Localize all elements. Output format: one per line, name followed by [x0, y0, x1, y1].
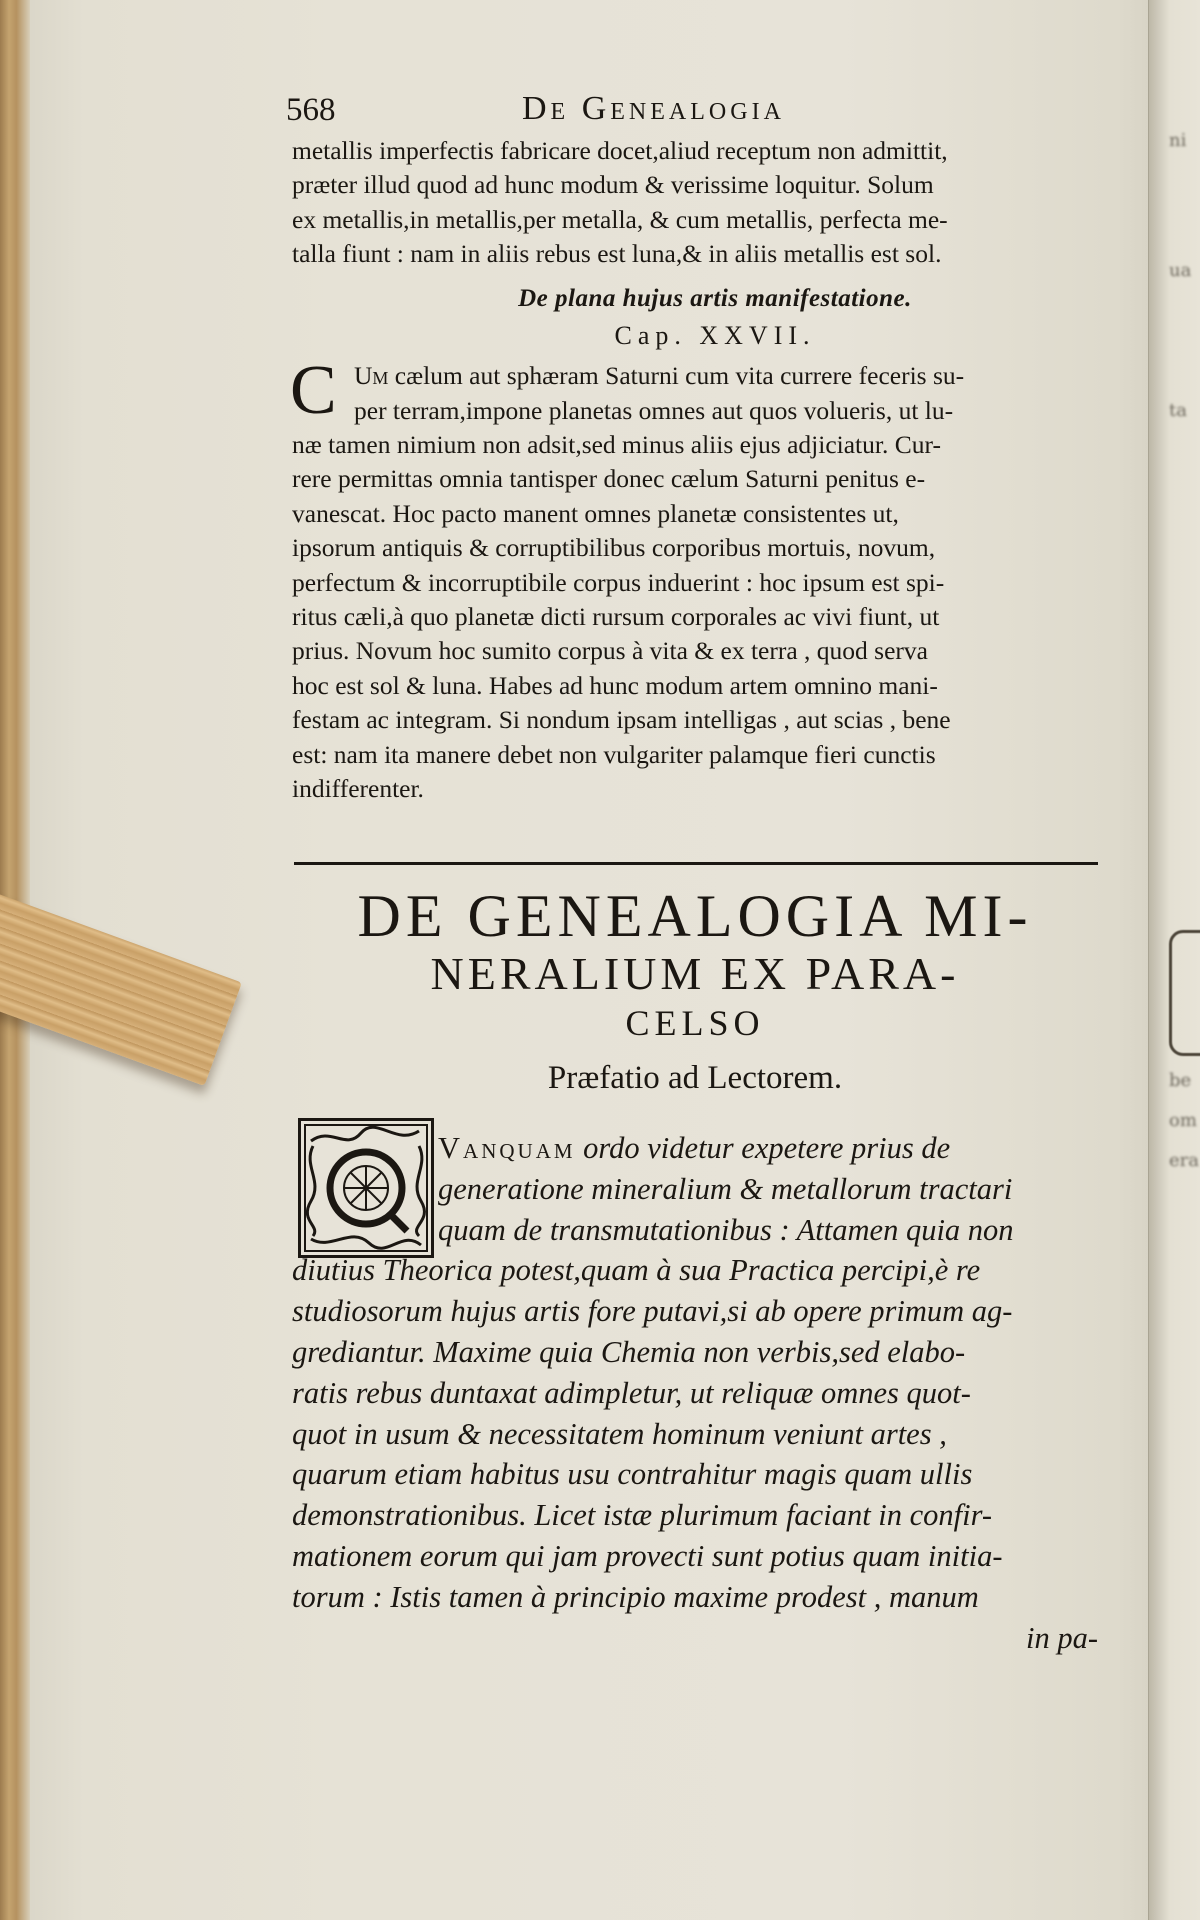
facing-page-edge: [1148, 0, 1200, 1920]
facing-page-text-fragment: ta: [1169, 400, 1187, 421]
text-line: ritus cæli,à quo planetæ dicti rursum corporales ac vivi fiunt, ut: [292, 602, 940, 632]
text-line: præter illud quod ad hunc modum & verissime loquitur. Solum: [292, 170, 934, 200]
text-line: metallis imperfectis fabricare docet,aliud receptum non admittit,: [292, 136, 948, 165]
section-rule: [294, 862, 1098, 865]
text-fragment: ordo videtur expetere prius de: [575, 1131, 951, 1165]
text-line: est: nam ita manere debet non vulgariter palamque fieri cunctis: [292, 739, 936, 769]
facing-page-text-fragment: om: [1169, 1110, 1197, 1131]
facing-page-ornament: [1169, 930, 1200, 1056]
text-line: hoc est sol & luna. Habes ad hunc modum artem omnino mani-: [292, 670, 938, 700]
chapter-paragraph: [290, 352, 1098, 806]
preface-subtitle: Præfatio ad Lectorem.: [547, 1060, 843, 1096]
text-line: mationem eorum qui jam provecti sunt potius quam initia-: [292, 1538, 1003, 1573]
main-title-line: CELSO: [625, 1003, 765, 1043]
main-title: [292, 880, 1098, 1106]
text-line: quam de transmutationibus : Attamen quia non: [438, 1212, 1014, 1247]
text-fragment: cælum aut sphæram Saturni cum vita currere feceris su-: [388, 361, 965, 391]
drop-cap: C: [290, 352, 337, 430]
text-line: festam ac integram. Si nondum ipsam intelligas , aut scias , bene: [292, 705, 951, 735]
upper-text-block: [286, 90, 1098, 806]
paragraph-continuation: [292, 134, 1098, 271]
first-word-caps: Um: [354, 361, 389, 391]
text-line: quarum etiam habitus usu contrahitur magis quam ullis: [292, 1457, 973, 1492]
page-number: 568: [286, 92, 336, 128]
text-line: næ tamen nimium non adsit,sed minus aliis ejus adjiciatur. Cur-: [292, 430, 941, 459]
facing-page-text-fragment: ua: [1169, 260, 1192, 281]
facing-page-text-fragment: be: [1169, 1070, 1192, 1091]
text-line: vanescat. Hoc pacto manent omnes planetæ consistentes ut,: [292, 498, 899, 528]
text-line: talla fiunt : nam in aliis rebus est luna,& in aliis metallis est sol.: [292, 238, 942, 268]
preface-text: [292, 1128, 1098, 1658]
text-line: indifferenter.: [292, 774, 424, 804]
running-title: De Genealogia: [522, 90, 785, 127]
text-line: [292, 359, 1098, 393]
facing-page-text-fragment: ni: [1169, 130, 1187, 151]
catchword: in pa-: [1025, 1620, 1098, 1655]
text-line: diutius Theorica potest,quam à sua Practica percipi,è re: [292, 1253, 981, 1288]
text-line: perfectum & incorruptibile corpus induerint : hoc ipsum est spi-: [292, 567, 945, 597]
chapter-label: Cap. XXVII.: [614, 321, 816, 351]
text-line: rere permittas omnia tantisper donec cælum Saturni penitus e-: [292, 464, 926, 494]
text-line: studiosorum hujus artis fore putavi,si ab opere primum ag-: [292, 1294, 1013, 1329]
main-title-line: NERALIUM EX PARA-: [430, 948, 960, 999]
opening-caps: Vanquam: [438, 1131, 576, 1165]
section-heading: De plana hujus artis manifestatione.: [518, 285, 912, 313]
text-line: per terram,impone planetas omnes aut quos volueris, ut lu-: [354, 395, 954, 425]
text-line: ipsorum antiquis & corruptibilibus corporibus mortuis, novum,: [292, 533, 936, 563]
text-line: [292, 1128, 1098, 1169]
text-line: torum : Istis tamen à principio maxime prodest , manum: [292, 1579, 979, 1614]
text-line: ratis rebus duntaxat adimpletur, ut reliquæ omnes quot-: [292, 1375, 971, 1410]
text-line: prius. Novum hoc sumito corpus à vita & ex terra , quod serva: [292, 636, 928, 666]
wooden-page-holder: [0, 880, 242, 1086]
running-head: [286, 90, 1098, 134]
text-line: demonstrationibus. Licet istæ plurimum faciant in confir-: [292, 1498, 993, 1533]
main-title-line: DE GENEALOGIA MI-: [357, 883, 1033, 949]
text-line: generatione mineralium & metallorum tractari: [438, 1171, 1013, 1206]
text-line: quot in usum & necessitatem hominum veniunt artes ,: [292, 1416, 947, 1451]
facing-page-text-fragment: era: [1169, 1150, 1199, 1171]
text-line: grediantur. Maxime quia Chemia non verbis,sed elabo-: [292, 1334, 966, 1369]
text-line: ex metallis,in metallis,per metalla, & cum metallis, perfecta me-: [292, 204, 948, 234]
